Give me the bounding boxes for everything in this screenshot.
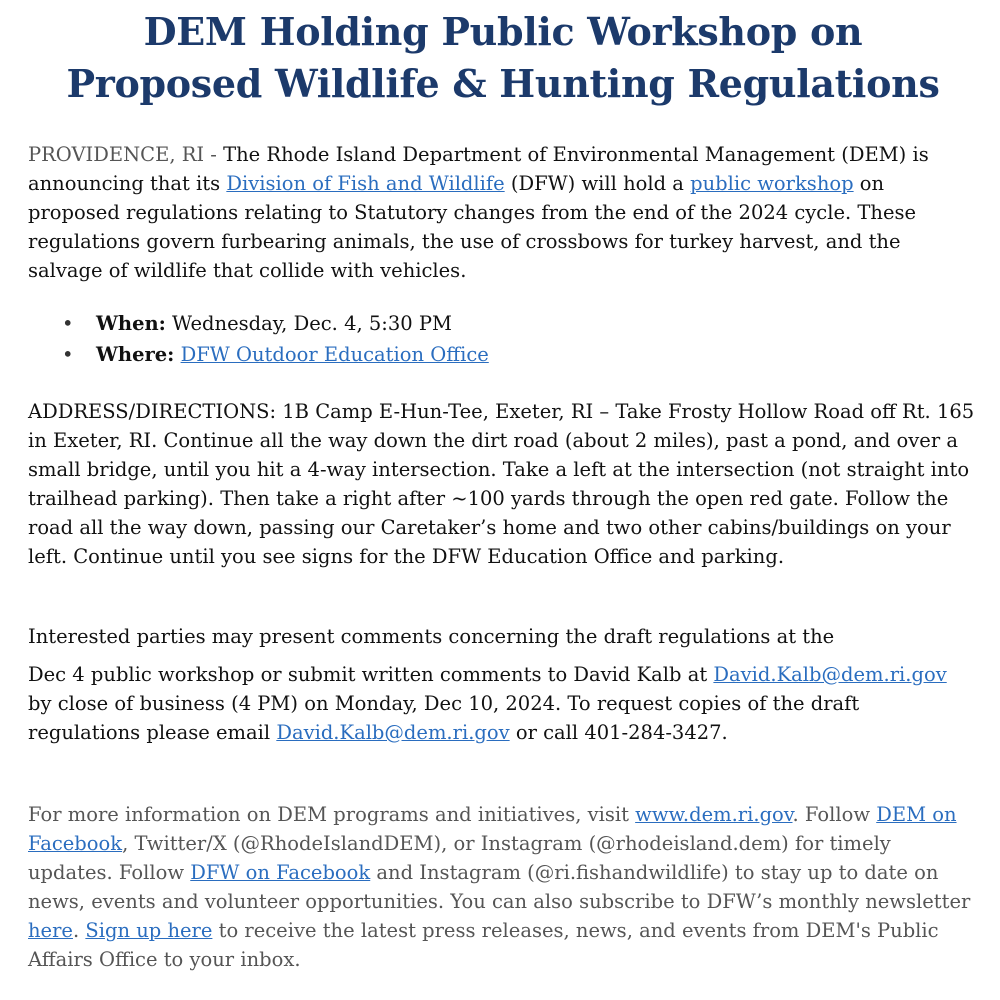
comments-text-2: by close of business (4 PM) on Monday, Dec 10, 2024. To request copies of the draft regulations please email xyxy=(28,692,860,744)
list-item-where xyxy=(28,339,973,370)
email-link[interactable]: David.Kalb@dem.ri.gov xyxy=(713,663,947,686)
signup-link[interactable]: Sign up here xyxy=(85,919,213,942)
dem-facebook-link[interactable]: DEM on Facebook xyxy=(28,803,957,855)
dateline: PROVIDENCE, RI - xyxy=(28,143,224,166)
bullet-icon: • xyxy=(62,312,74,335)
more-text-5: . xyxy=(72,919,86,942)
comments-paragraph xyxy=(28,660,973,747)
comments-intro-line: Interested parties may present comments concerning the draft regulations at the xyxy=(28,625,835,648)
title-line-1: DEM Holding Public Workshop on xyxy=(143,9,863,54)
where-label: Where: xyxy=(96,343,175,366)
intro-paragraph xyxy=(28,140,973,285)
intro-text-2: (DFW) will hold a xyxy=(504,172,691,195)
address-directions-paragraph: ADDRESS/DIRECTIONS: 1B Camp E-Hun-Tee, Exeter, RI – Take Frosty Hollow Road off Rt. 165 in Exeter, RI. Continue all the way down the dirt road (about 2 miles), past a pond, and over a small bridge, until you hit a 4-way intersection. Take a left at the intersection (not straight into trailhead parking). Then take a right after ~100 yards through the open red gate. Follow the road all the way down, passing our Caretaker’s home and two other cabins/buildings on your left. Continue until you see signs for the DFW Education Office and parking. xyxy=(28,400,975,568)
more-text-6: to receive the latest press releases, news, and events from DEM's Public Affairs Office to your inbox. xyxy=(28,919,939,971)
list-item-when xyxy=(28,308,973,339)
intro-text-1: The Rhode Island Department of Environmental Management (DEM) is announcing that its xyxy=(28,143,929,195)
email-link-2[interactable]: David.Kalb@dem.ri.gov xyxy=(276,721,510,744)
bullet-icon: • xyxy=(62,343,74,366)
public-workshop-link[interactable]: public workshop xyxy=(690,172,854,195)
dfw-facebook-link[interactable]: DFW on Facebook xyxy=(190,861,371,884)
when-label: When: xyxy=(96,312,166,335)
more-text-2: . Follow xyxy=(792,803,877,826)
more-info-paragraph xyxy=(28,800,978,974)
outdoor-education-office-link[interactable]: DFW Outdoor Education Office xyxy=(180,343,489,366)
intro-text-3: on proposed regulations relating to Statutory changes from the end of the 2024 cycle. These regulations govern furbearing animals, the use of crossbows for turkey harvest, and the salvage of wildlife that collide with vehicles. xyxy=(28,172,917,282)
dfw-division-link[interactable]: Division of Fish and Wildlife xyxy=(226,172,505,195)
more-text-4: and Instagram (@ri.fishandwildlife) to stay up to date on news, events and volunteer opportunities. You can also subscribe to DFW’s monthly newsletter xyxy=(28,861,971,913)
comments-text-1: Dec 4 public workshop or submit written comments to David Kalb at xyxy=(28,663,714,686)
page-title xyxy=(28,0,978,110)
newsletter-link[interactable]: here xyxy=(28,919,73,942)
title-line-2: Proposed Wildlife & Hunting Regulations xyxy=(66,61,940,106)
press-release xyxy=(28,0,978,971)
dem-website-link[interactable]: www.dem.ri.gov xyxy=(635,803,793,826)
more-text-3: , Twitter/X (@RhodeIslandDEM), or Instagram (@rhodeisland.dem) for timely updates. Follow xyxy=(28,832,891,884)
event-details-list xyxy=(28,308,973,370)
more-text-1: For more information on DEM programs and initiatives, visit xyxy=(28,803,636,826)
comments-text-3: or call 401-284-3427. xyxy=(509,721,728,744)
when-value: Wednesday, Dec. 4, 5:30 PM xyxy=(165,312,452,335)
